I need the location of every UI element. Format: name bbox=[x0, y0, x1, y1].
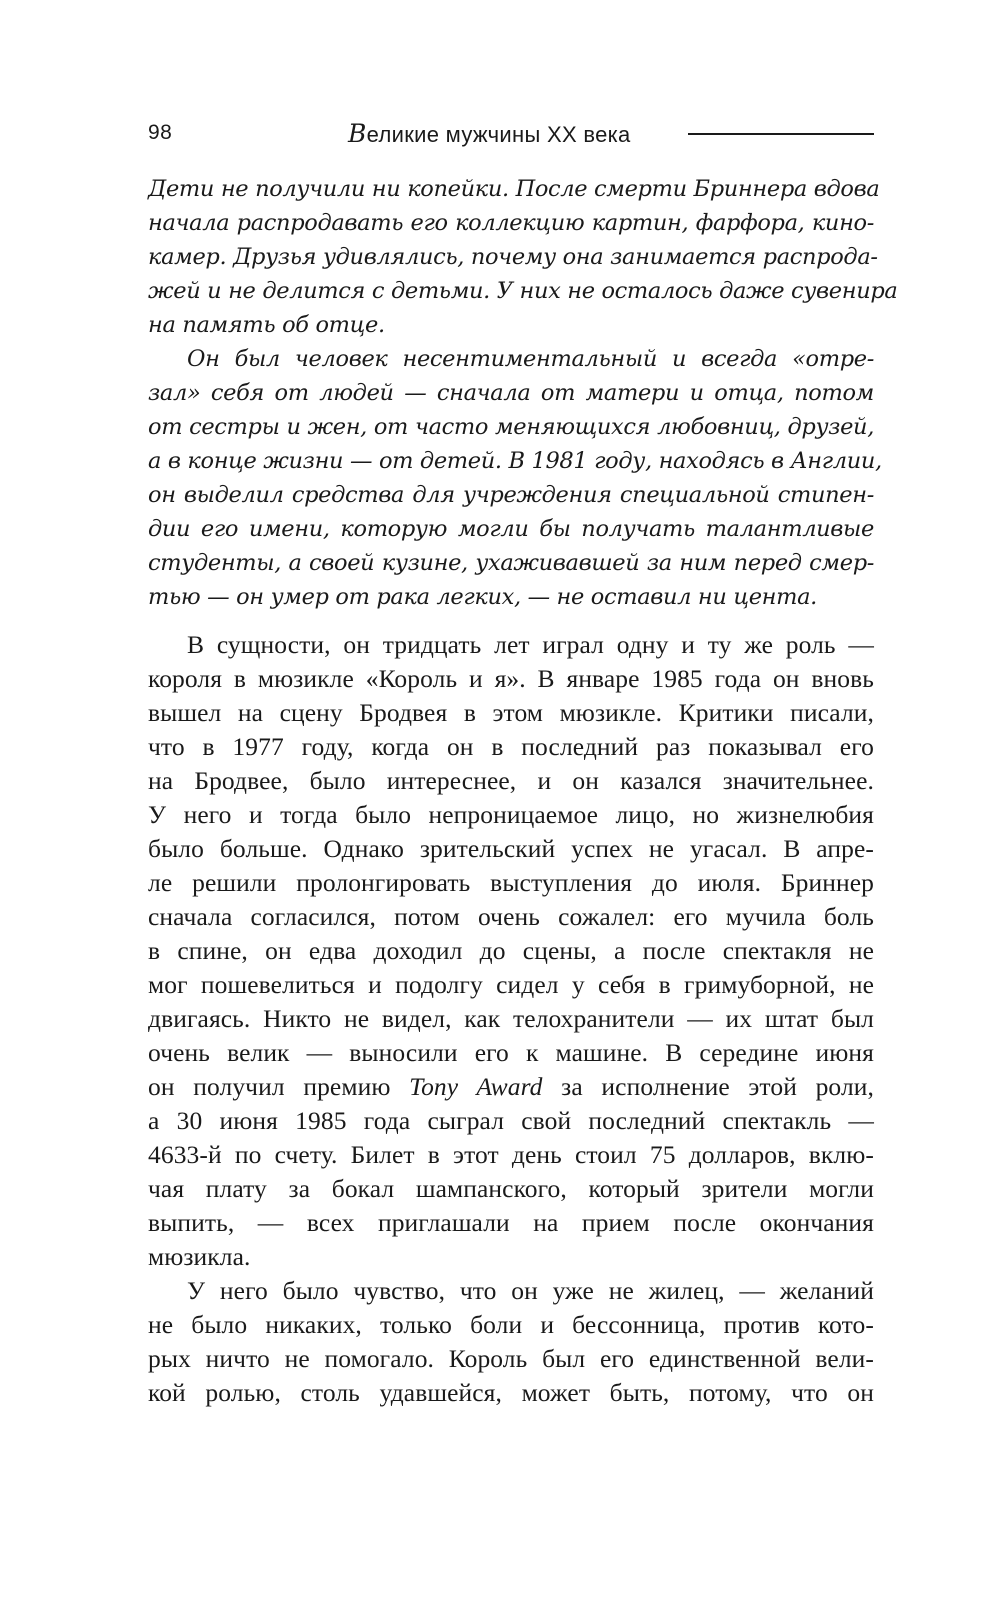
text-line: было больше. Однако зрительский успех не угасал. В апре- bbox=[148, 834, 874, 863]
text-line: 4633-й по счету. Билет в этот день стоил 75 долларов, вклю- bbox=[148, 1140, 874, 1169]
body-text bbox=[148, 172, 898, 1410]
text-line: а в конце жизни — от детей. В 1981 году, находясь в Англии, bbox=[148, 448, 882, 474]
text-line: выпить, — всех приглашали на прием после окончания bbox=[148, 1208, 874, 1237]
text-line: У него было чувство, что он уже не жилец, — желаний bbox=[187, 1276, 874, 1305]
text-line: на Бродвее, было интереснее, и он казался значительнее. bbox=[148, 766, 874, 795]
text-line: кой ролью, столь удавшейся, может быть, потому, что он bbox=[148, 1378, 874, 1407]
text-line: вышел на сцену Бродвея в этом мюзикле. Критики писали, bbox=[148, 698, 874, 727]
text-line: камер. Друзья удивлялись, почему она занимается распрода- bbox=[148, 244, 878, 270]
text-line: ле решили пролонгировать выступления до июля. Бриннер bbox=[148, 868, 874, 897]
header-rule bbox=[688, 133, 874, 135]
award-line-after: за исполнение этой роли, bbox=[542, 1072, 874, 1101]
text-line: дии его имени, которую могли бы получать талантливые bbox=[148, 516, 874, 542]
text-line: мог пошевелиться и подолгу сидел у себя в гримуборной, не bbox=[148, 970, 874, 999]
text-line: Он был человек несентиментальный и всегда «отре- bbox=[187, 346, 874, 372]
text-line: в спине, он едва доходил до сцены, а после спектакля не bbox=[148, 936, 874, 965]
block-spacer bbox=[148, 614, 874, 628]
text-line: тью — он умер от рака легких, — не оставил ни цента. bbox=[148, 584, 817, 610]
text-line: начала распродавать его коллекцию картин, фарфора, кино- bbox=[148, 210, 874, 236]
text-line: сначала согласился, потом очень сожалел: его мучила боль bbox=[148, 902, 874, 931]
running-title-rest: еликие мужчины XX века bbox=[366, 121, 631, 147]
text-line: он выделил средства для учреждения специальной стипен- bbox=[148, 482, 874, 508]
text-line: У него и тогда было непроницаемое лицо, но жизнелюбия bbox=[148, 800, 874, 829]
running-title-initial: В bbox=[348, 118, 367, 148]
text-line: В сущности, он тридцать лет играл одну и ту же роль — bbox=[187, 630, 874, 659]
text-line: двигаясь. Никто не видел, как телохранители — их штат был bbox=[148, 1004, 874, 1033]
text-line: мюзикла. bbox=[148, 1242, 251, 1271]
text-line: чая плату за бокал шампанского, который зрители могли bbox=[148, 1174, 874, 1203]
text-line: а 30 июня 1985 года сыграл свой последний спектакль — bbox=[148, 1106, 874, 1135]
text-line: жей и не делится с детьми. У них не осталось даже сувенира bbox=[148, 278, 898, 304]
award-name: Tony Award bbox=[409, 1072, 543, 1101]
text-line: Дети не получили ни копейки. После смерти Бриннера вдова bbox=[148, 176, 880, 202]
text-line: от сестры и жен, от часто меняющихся любовниц, друзей, bbox=[148, 414, 874, 440]
main-text-block bbox=[148, 628, 874, 1410]
award-line-before: он получил премию bbox=[148, 1072, 410, 1101]
text-line: рых ничто не помогало. Король был его единственной вели- bbox=[148, 1344, 874, 1373]
text-line: что в 1977 году, когда он в последний раз показывал его bbox=[148, 732, 874, 761]
text-line: очень велик — выносили его к машине. В середине июня bbox=[148, 1038, 874, 1067]
text-line: короля в мюзикле «Король и я». В январе 1985 года он вновь bbox=[148, 664, 874, 693]
text-line: не было никаких, только боли и бессонница, против кото- bbox=[148, 1310, 874, 1339]
text-line: на память об отце. bbox=[148, 312, 385, 338]
page-number: 98 bbox=[148, 121, 173, 144]
text-line: студенты, а своей кузине, ухаживавшей за ним перед смер- bbox=[148, 550, 874, 576]
italic-quote-block bbox=[148, 172, 898, 614]
running-header bbox=[148, 116, 874, 150]
text-line-award bbox=[148, 1070, 874, 1104]
text-line: зал» себя от людей — сначала от матери и отца, потом bbox=[148, 380, 874, 406]
running-title bbox=[348, 119, 631, 148]
